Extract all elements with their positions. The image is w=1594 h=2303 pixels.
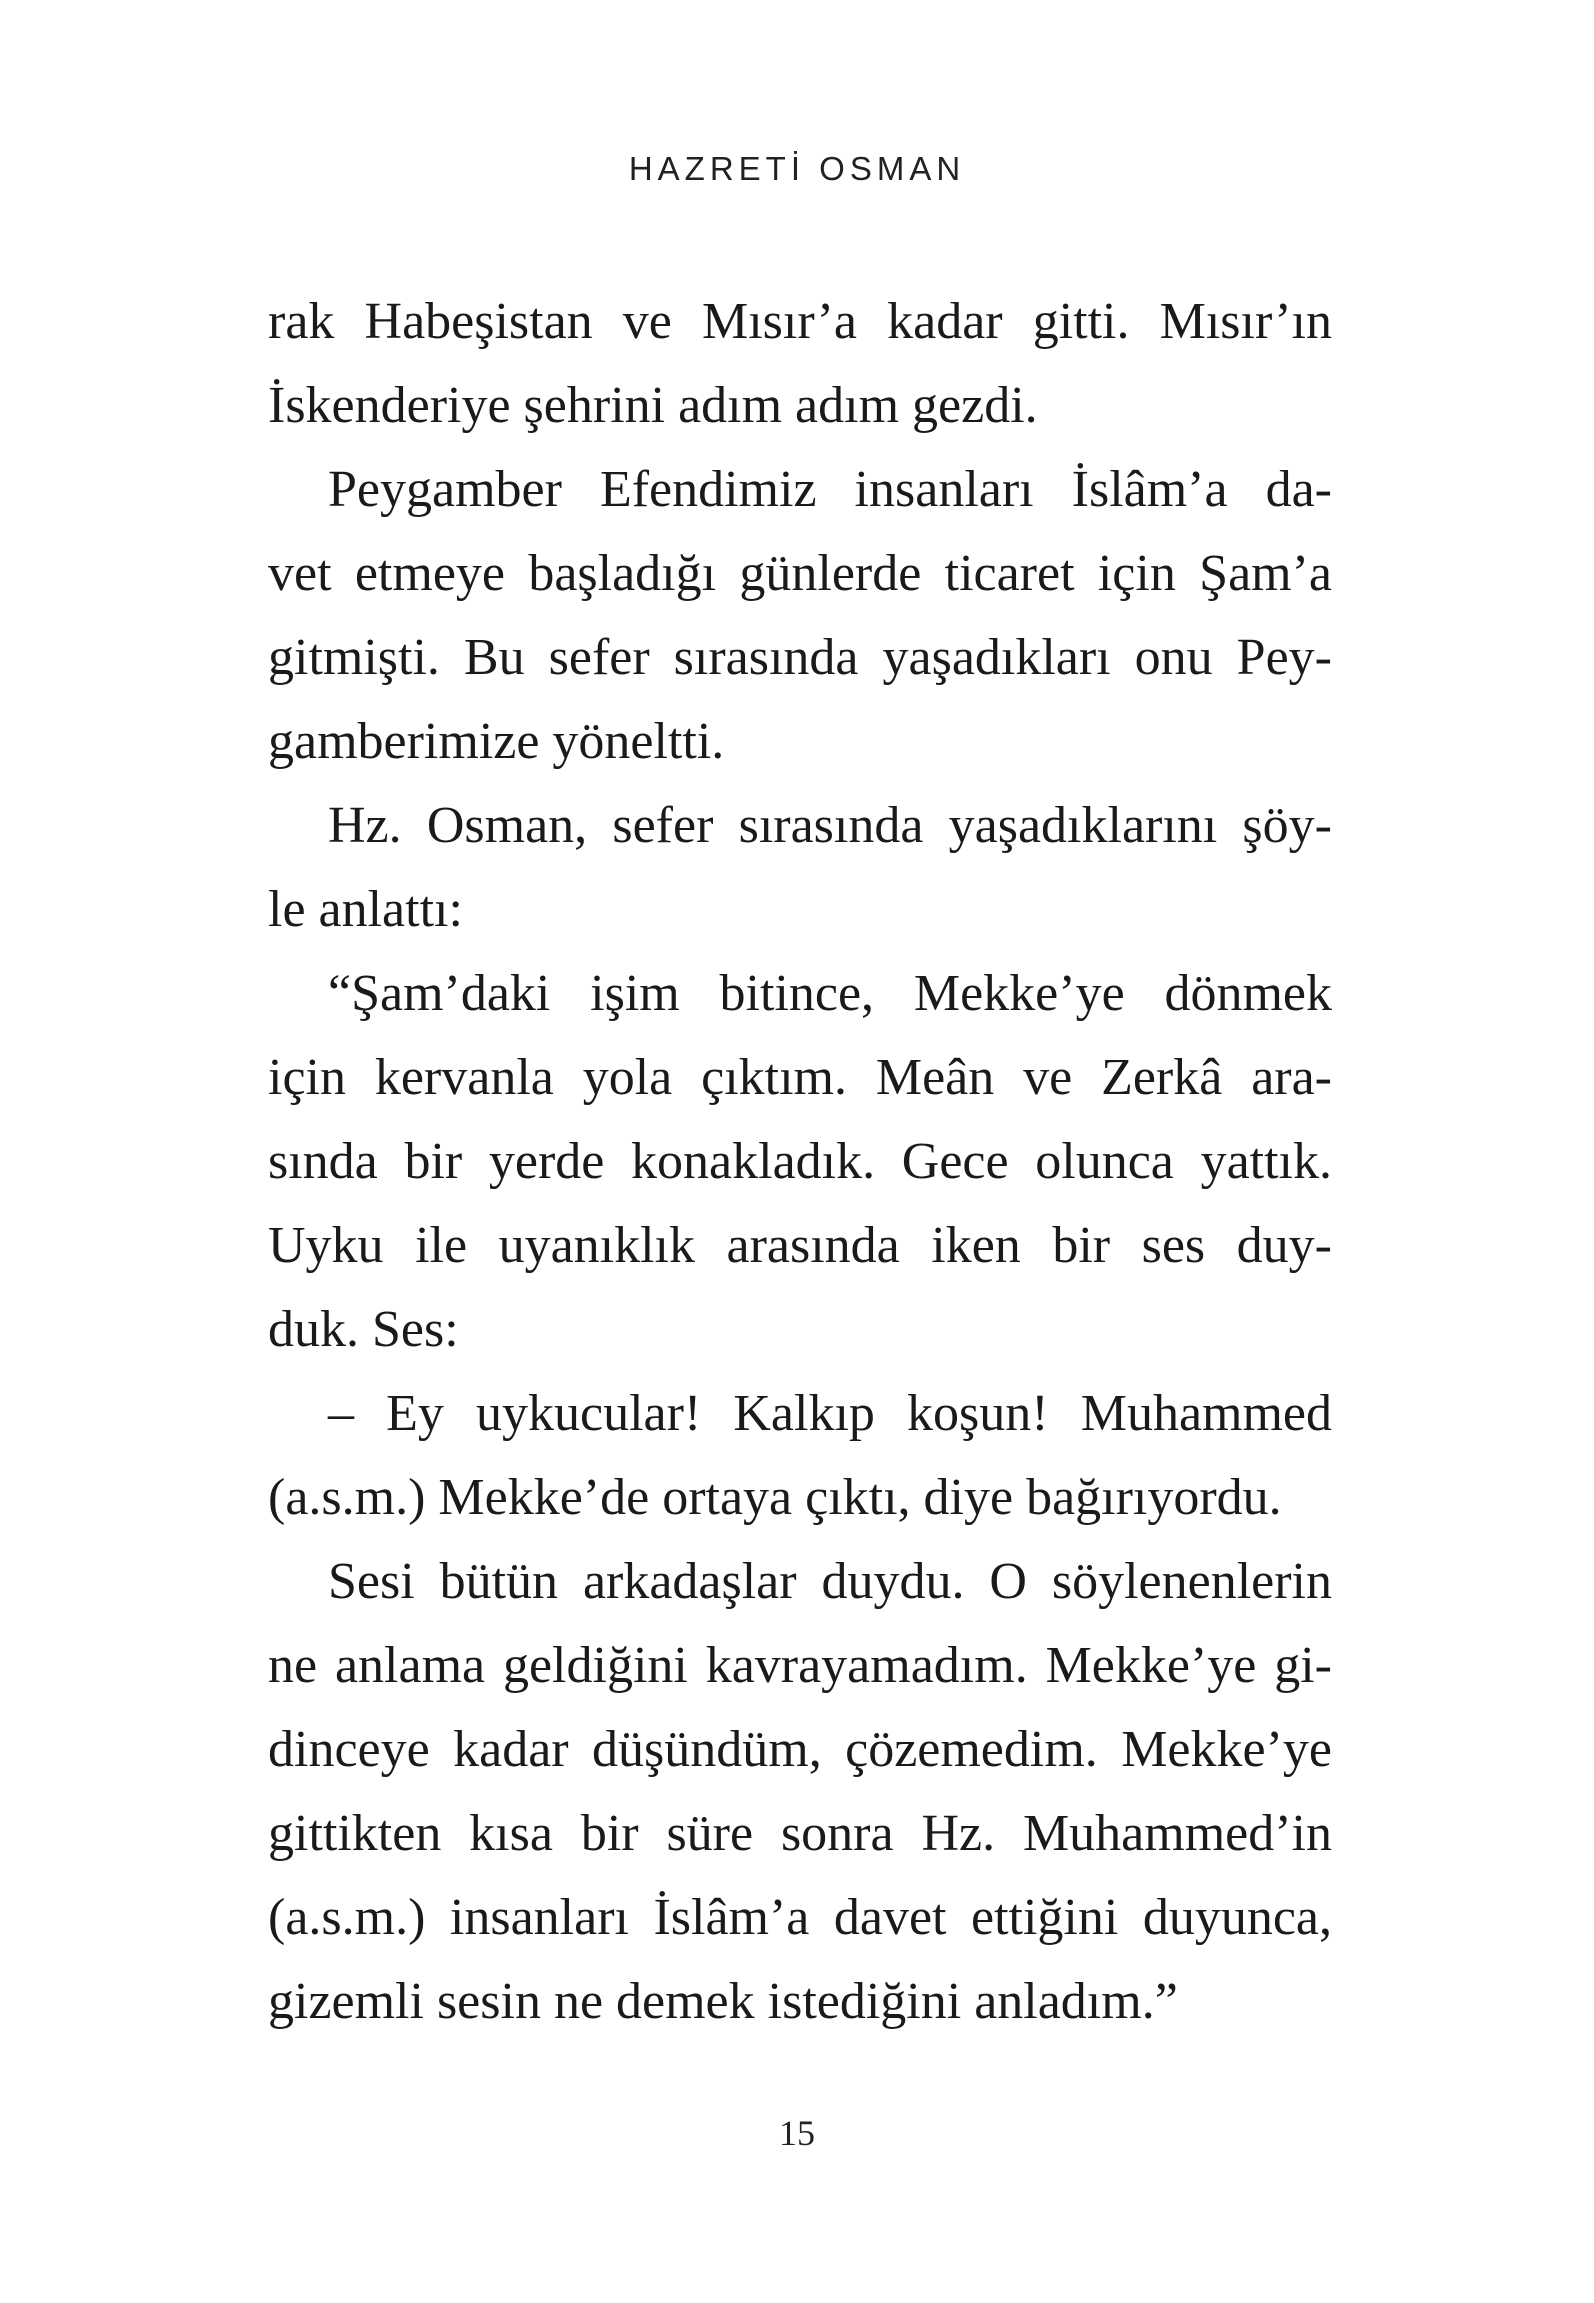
text-line: (a.s.m.) Mekke’de ortaya çıktı, diye bağırıyordu. [268, 1469, 1282, 1526]
text-line: vet etmeye başladığı günlerde ticaret için Şam’a [268, 545, 1332, 602]
text-line: Uyku ile uyanıklık arasında iken bir ses duy- [268, 1217, 1332, 1274]
text-line: gizemli sesin ne demek istediğini anladım.” [268, 1973, 1178, 2030]
text-line: sında bir yerde konakladık. Gece olunca yattık. [268, 1133, 1332, 1190]
text-line: dinceye kadar düşündüm, çözemedim. Mekke’ye [268, 1721, 1332, 1778]
text-line: gitmişti. Bu sefer sırasında yaşadıkları onu Pey- [268, 629, 1332, 686]
running-header: HAZRETİ OSMAN [628, 150, 966, 187]
page-number: 15 [779, 2113, 815, 2153]
text-line: için kervanla yola çıktım. Meân ve Zerkâ ara- [268, 1049, 1332, 1106]
text-line: Sesi bütün arkadaşlar duydu. O söylenenlerin [328, 1553, 1332, 1610]
text-line: rak Habeşistan ve Mısır’a kadar gitti. Mısır’ın [268, 293, 1332, 350]
text-line: “Şam’daki işim bitince, Mekke’ye dönmek [328, 965, 1332, 1022]
text-line: gittikten kısa bir süre sonra Hz. Muhammed’in [268, 1805, 1332, 1862]
text-line: gamberimize yöneltti. [268, 713, 725, 770]
text-line: – Ey uykucular! Kalkıp koşun! Muhammed [328, 1385, 1332, 1442]
text-line: Peygamber Efendimiz insanları İslâm’a da- [328, 461, 1332, 518]
text-line: duk. Ses: [268, 1301, 459, 1358]
text-line: İskenderiye şehrini adım adım gezdi. [268, 377, 1038, 434]
body-text [268, 280, 1332, 2044]
text-line: ne anlama geldiğini kavrayamadım. Mekke’ye gi- [268, 1637, 1332, 1694]
text-line: le anlattı: [268, 881, 463, 938]
text-line: (a.s.m.) insanları İslâm’a davet ettiğini duyunca, [268, 1889, 1332, 1946]
text-line: Hz. Osman, sefer sırasında yaşadıklarını şöy- [328, 797, 1332, 854]
